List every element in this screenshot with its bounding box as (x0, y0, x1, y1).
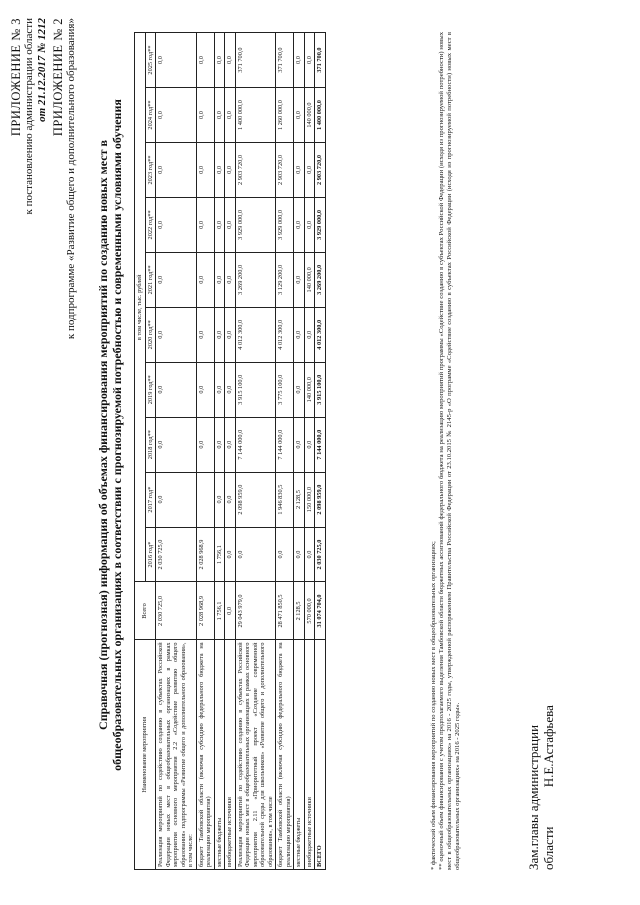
table-row (156, 33, 197, 870)
appendix-3-block (10, 18, 49, 215)
row-total: 2 128,5 (294, 582, 305, 640)
signature-block (526, 705, 556, 870)
row-year-value: 0,0 (196, 417, 214, 472)
row-year-value: 2 098 959,0 (235, 472, 276, 527)
row-year-value: 0,0 (294, 307, 305, 362)
row-total: 570 000,0 (304, 582, 315, 640)
row-year-value: 3 929 000,0 (315, 197, 326, 252)
row-year-value: 0,0 (156, 307, 197, 362)
row-year-value (196, 472, 214, 527)
row-year-value: 2 098 959,0 (315, 472, 326, 527)
footnote-2: ** оценочный объем финансирования с учетом предполагаемого выделения Тамбовской области бюджетных ассигнований федерального бюджета на реализацию мероприятий программы «Содействие созданию в субъектах Российской Федерации (исходя из прогнозируемой потребности) новых мест в общеобразовательных организациях» на 2016 - 2025 годы, утвержденной распоряжением Правительства Российской Федерации от 23.10.2015 № 2145-р «О программе «Содействие созданию в субъектах Российской Федерации (исходя из прогнозируемой потребности) новых мест в общеобразовательных организациях» на 2016 - 2025 годы». (438, 32, 461, 870)
row-year-value: 0,0 (225, 252, 236, 307)
row-year-value: 0,0 (214, 88, 225, 143)
row-year-value: 4 012 300,0 (235, 307, 276, 362)
table-body (156, 33, 326, 870)
row-year-value: 371 700,0 (235, 33, 276, 88)
appendix-3-title: ПРИЛОЖЕНИЕ № 3 (9, 18, 23, 137)
header-year: 2023 год** (145, 143, 156, 198)
row-year-value: 2 030 725,0 (315, 527, 326, 582)
row-year-value: 0,0 (196, 197, 214, 252)
row-year-value: 1 946 830,5 (276, 472, 294, 527)
row-year-value: 0,0 (294, 143, 305, 198)
row-year-value: 0,0 (214, 307, 225, 362)
row-name: Реализация мероприятий по содействию созданию в субъектах Российской Федерации новых мест в общеобразовательных организациях в рамках основного мероприятия 2.11 «Приоритетный проект «Создание современной образовательной среды для школьников» «Развитие общего и дополнительного образования», в том числе (235, 640, 276, 870)
row-year-value: 0,0 (304, 33, 315, 88)
row-name: внебюджетные источники (225, 640, 236, 870)
header-year: 2021 год** (145, 252, 156, 307)
document-heading: Справочная (прогнозная) информация об объемах финансирования мероприятий по созданию новых мест в общеобразовательных организациях в соответствии с прогнозируемой потребностью и современными условиями обучения (96, 99, 124, 771)
row-year-value: 3 929 000,0 (276, 197, 294, 252)
signature-name: Н.Е.Астафьева (541, 705, 556, 788)
row-total: 1 756,1 (214, 582, 225, 640)
row-year-value: 0,0 (225, 362, 236, 417)
row-year-value: 3 775 100,0 (276, 362, 294, 417)
row-year-value: 371 700,0 (276, 33, 294, 88)
row-year-value: 140 000,0 (304, 362, 315, 417)
row-year-value: 0,0 (156, 417, 197, 472)
header-year: 2024 год** (145, 88, 156, 143)
row-year-value: 4 012 300,0 (276, 307, 294, 362)
row-name: бюджет Тамбовской области (включая субсидию федерального бюджета на реализацию мероприятия) (276, 640, 294, 870)
header-total: Всего (135, 582, 156, 640)
row-year-value: 0,0 (225, 33, 236, 88)
row-year-value: 0,0 (214, 33, 225, 88)
row-total: 28 471 850,5 (276, 582, 294, 640)
row-year-value: 7 144 000,0 (276, 417, 294, 472)
row-year-value: 0,0 (156, 472, 197, 527)
row-year-value: 0,0 (276, 527, 294, 582)
signature-position-cont: области (541, 826, 556, 870)
row-year-value: 0,0 (156, 33, 197, 88)
row-year-value: 3 915 100,0 (235, 362, 276, 417)
row-year-value: 0,0 (196, 33, 214, 88)
header-name: Наименование мероприятия (135, 640, 156, 870)
row-year-value: 0,0 (225, 143, 236, 198)
header-year: 2025 год** (145, 33, 156, 88)
appendix-3-reference: к постановлению администрации области (23, 18, 35, 215)
header-subheader: в том числе, тыс. рублей (135, 33, 146, 583)
row-year-value: 0,0 (235, 527, 276, 582)
row-name: ВСЕГО (315, 640, 326, 870)
table-row (294, 33, 305, 870)
row-year-value: 0,0 (214, 197, 225, 252)
row-year-value: 0,0 (225, 88, 236, 143)
row-year-value: 3 929 000,0 (235, 197, 276, 252)
financing-table (134, 32, 326, 870)
header-year: 2017 год* (145, 472, 156, 527)
row-year-value: 0,0 (196, 143, 214, 198)
appendix-3-date: от 21.12.2017 № 1212 (36, 18, 48, 122)
signature-position: Зам.главы администрации (526, 724, 541, 870)
row-year-value: 0,0 (304, 143, 315, 198)
table-row (315, 33, 326, 870)
row-year-value: 2 903 720,0 (276, 143, 294, 198)
row-year-value: 0,0 (294, 88, 305, 143)
row-year-value: 140 000,0 (304, 252, 315, 307)
row-total: 0,0 (225, 582, 236, 640)
table-row (196, 33, 214, 870)
row-year-value: 0,0 (294, 527, 305, 582)
header-year: 2018 год** (145, 417, 156, 472)
row-year-value: 0,0 (156, 143, 197, 198)
row-year-value: 0,0 (304, 527, 315, 582)
header-year: 2022 год** (145, 197, 156, 252)
row-year-value: 0,0 (214, 252, 225, 307)
row-total: 2 030 725,0 (156, 582, 197, 640)
row-year-value: 1 260 000,0 (276, 88, 294, 143)
row-year-value: 0,0 (294, 197, 305, 252)
row-year-value: 0,0 (196, 362, 214, 417)
row-year-value: 0,0 (196, 307, 214, 362)
row-year-value: 1 756,1 (214, 527, 225, 582)
row-year-value: 0,0 (214, 417, 225, 472)
row-year-value: 0,0 (156, 252, 197, 307)
row-year-value: 0,0 (156, 197, 197, 252)
row-year-value: 2 128,5 (294, 472, 305, 527)
table-row (225, 33, 236, 870)
table-row (276, 33, 294, 870)
row-year-value: 0,0 (196, 88, 214, 143)
row-year-value: 0,0 (294, 33, 305, 88)
row-year-value: 3 129 200,0 (276, 252, 294, 307)
row-year-value: 0,0 (214, 143, 225, 198)
row-year-value: 0,0 (156, 362, 197, 417)
row-year-value: 2 028 968,9 (196, 527, 214, 582)
header-year: 2019 год** (145, 362, 156, 417)
row-year-value: 140 000,0 (304, 88, 315, 143)
row-year-value: 0,0 (225, 527, 236, 582)
appendix-2-block (52, 18, 78, 339)
row-year-value: 7 144 000,0 (235, 417, 276, 472)
row-year-value: 2 903 720,0 (235, 143, 276, 198)
row-year-value: 0,0 (225, 472, 236, 527)
row-year-value: 4 012 300,0 (315, 307, 326, 362)
header-year: 2020 год** (145, 307, 156, 362)
row-year-value: 0,0 (294, 417, 305, 472)
row-year-value: 0,0 (214, 472, 225, 527)
row-year-value: 0,0 (156, 88, 197, 143)
table-row (214, 33, 225, 870)
row-year-value: 0,0 (294, 362, 305, 417)
row-name: Реализация мероприятий по содействию созданию в субъектах Российской Федерации новых мест в общеобразовательных организациях в рамках мероприятия основного мероприятия 2.2 «Содействие развитию общего образования» подпрограммы «Развитие общего и дополнительного образования», в том числе: (156, 640, 197, 870)
table-row (304, 33, 315, 870)
row-year-value: 150 000,0 (304, 472, 315, 527)
row-year-value: 371 700,0 (315, 33, 326, 88)
row-total: 31 074 704,0 (315, 582, 326, 640)
row-year-value: 0,0 (196, 252, 214, 307)
row-total: 2 028 968,9 (196, 582, 214, 640)
row-year-value: 1 400 000,0 (235, 88, 276, 143)
row-year-value: 2 030 725,0 (156, 527, 197, 582)
row-year-value: 0,0 (304, 417, 315, 472)
row-name: местные бюджеты (214, 640, 225, 870)
row-year-value: 3 269 200,0 (235, 252, 276, 307)
appendix-2-reference: к подпрограмме «Развитие общего и дополнительного образования» (65, 18, 77, 340)
row-name: внебюджетные источники (304, 640, 315, 870)
row-year-value: 7 144 000,0 (315, 417, 326, 472)
row-year-value: 0,0 (225, 417, 236, 472)
row-year-value: 2 903 720,0 (315, 143, 326, 198)
row-year-value: 1 400 000,0 (315, 88, 326, 143)
footnotes (430, 32, 462, 870)
row-year-value: 3 269 200,0 (315, 252, 326, 307)
row-total: 29 043 979,0 (235, 582, 276, 640)
row-year-value: 0,0 (304, 197, 315, 252)
row-name: бюджет Тамбовской области (включая субсидию федерального бюджета на реализацию мероприятия) (196, 640, 214, 870)
row-year-value: 3 915 100,0 (315, 362, 326, 417)
table-row (235, 33, 276, 870)
row-year-value: 0,0 (294, 252, 305, 307)
header-year: 2016 год* (145, 527, 156, 582)
row-year-value: 0,0 (214, 362, 225, 417)
row-year-value: 0,0 (225, 197, 236, 252)
row-year-value: 0,0 (225, 307, 236, 362)
row-name: местные бюджеты (294, 640, 305, 870)
row-year-value: 0,0 (304, 307, 315, 362)
appendix-2-title: ПРИЛОЖЕНИЕ № 2 (51, 18, 65, 137)
footnote-1: * фактический объем финансирования мероприятий по созданию новых мест в общеобразовательных организациях; (430, 541, 437, 870)
